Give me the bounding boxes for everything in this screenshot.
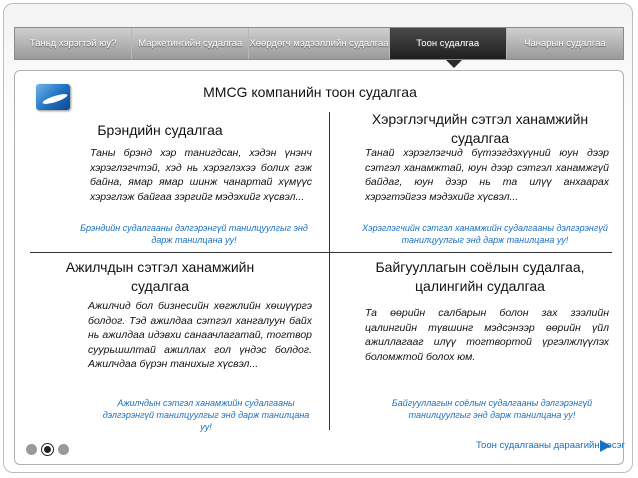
- nav-item-marketing[interactable]: Маркетингийн судалгаа: [132, 28, 249, 59]
- culture-body: Та өөрийн салбарын болон зах зээлийн цалингийн түвшинг мэдсэнээр өөрийн үйл ажиллагааг илүү тогтвортой үргэлжлүүлэх боломжтой болох юм.: [365, 307, 609, 363]
- vertical-divider: [329, 112, 330, 430]
- nav-item-consumer[interactable]: Хөөрдөгч мэдээллийн судалгаа: [249, 28, 389, 59]
- page-dot-2[interactable]: [42, 444, 53, 455]
- customer-body: Танай хэрэглэгчид бүтээгдэхүүний юун дээр сэтгэл ханамжтай, юун дээр сэтгэл ханамжгүй байдаг, юун дээр нь та илүү анхаарах хэрэгтэйгээ мэдэхийг хүсвэл...: [365, 147, 609, 203]
- page-dot-1[interactable]: [26, 444, 37, 455]
- nav-item-quantitative[interactable]: Тоон судалгаа: [390, 28, 507, 59]
- brand-details-link[interactable]: Брэндийн судалгааны дэлгэрэнгүй танилцуулгыг энд дарж танилцана уу!: [80, 223, 308, 245]
- employee-body: Ажилчид бол бизнесийн хөгжлийн хөшүүргэ болдог. Тэд ажилдаа сэтгэл хангалуун байх нь ажилдаа идэвхи санаачлагатай, тогтвор суурьшилтай ажиллах гол үндэс болдог. Ажилчдаа бүрэн танихыг хүсвэл...: [88, 300, 312, 370]
- page-title: MMCG компанийн тоон судалгаа: [203, 84, 417, 100]
- brand-body: Таны брэнд хэр танигдсан, хэдэн үнэнч хэрэглэгчтэй, хэд нь хэрэглэхээ болих гэж байна, ямар ямар шинж чанартай хүмүүс хэрэглэж байгаа зэргийг мэдэхийг хүсвэл...: [90, 147, 312, 203]
- page-dot-3[interactable]: [58, 444, 69, 455]
- culture-details-link[interactable]: Байгууллагын соёлын судалгааны дэлгэрэнгүй танилцуулгыг энд дарж танилцана уу!: [391, 398, 593, 420]
- top-nav: [14, 27, 624, 60]
- nav-item-need[interactable]: Таньд хэрэгтэй юу?: [15, 28, 132, 59]
- brand-title: Брэндийн судалгаа: [97, 122, 223, 138]
- employee-title: Ажилчдын сэтгэл ханамжийн судалгаа: [65, 259, 255, 294]
- employee-details-link[interactable]: Ажилчдын сэтгэл ханамжийн судалгааны дэлгэрэнгүй танилцуулгыг энд дарж танилцана уу!: [102, 398, 310, 432]
- customer-title: Хэрэглэгчдийн сэтгэл ханамжийн судалгаа: [371, 111, 589, 146]
- nav-item-qualitative[interactable]: Чанарын судалгаа: [524, 38, 606, 49]
- culture-title: Байгууллагын соёлын судалгаа, цалингийн судалгаа: [375, 259, 585, 294]
- customer-details-link[interactable]: Хэрэглэгчийн сэтгэл ханамжийн судалгааны дэлгэрэнгүй танилцуулгыг энд дарж танилцана уу!: [362, 223, 608, 245]
- arrow-right-icon[interactable]: [600, 440, 611, 452]
- active-nav-pointer: [446, 60, 462, 68]
- pagination-dots: [26, 444, 69, 455]
- logo-icon: [36, 84, 70, 110]
- next-section-link[interactable]: Тоон судалгааны дараагийн хэсэг: [476, 440, 626, 451]
- horizontal-divider: [30, 252, 612, 253]
